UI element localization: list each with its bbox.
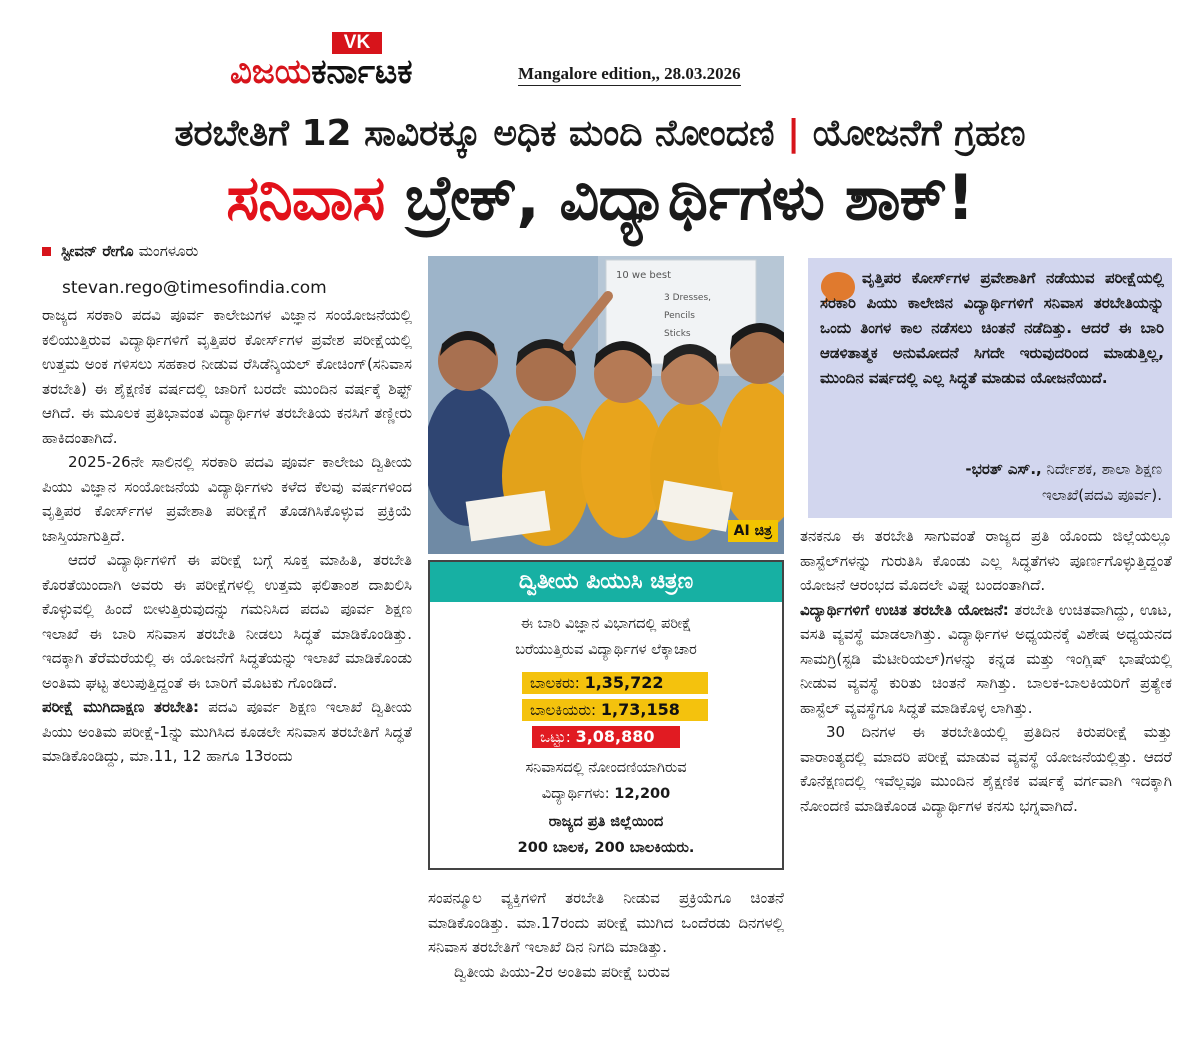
author-email: stevan.rego@timesofindia.com [62, 278, 327, 298]
byline-square-icon [42, 247, 51, 256]
quote-box [808, 258, 1172, 518]
col1-subhead: ಪರೀಕ್ಷೆ ಮುಗಿದಾಕ್ಷಣ ತರಬೇತಿ: [42, 698, 200, 716]
vk-logo-box: VK [332, 32, 382, 54]
newspaper-name [230, 54, 413, 90]
newspaper-name-black: ಕರ್ನಾಟಕ [311, 52, 413, 92]
col3-paragraph-2 [800, 598, 1172, 721]
boys-value: 1,35,722 [584, 673, 664, 692]
col1-paragraph-4-text: ಪದವಿ ಪೂರ್ವ ಶಿಕ್ಷಣ ಇಲಾಖೆ ದ್ವಿತೀಯ ಪಿಯು ಅಂತಿಮ ಪರೀಕ್ಷೆ-1ನ್ನು ಮುಗಿಸಿದ ಕೂಡಲೇ ಸನಿವಾಸ ತರಬೇತಿಗೆ ಸಿದ್ಧತೆ ಮಾಡಿಕೊಂಡಿದ್ದು, ಮಾ.11, 12 ಹಾಗೂ 13ರಂದು [42, 698, 412, 765]
registered-value: 12,200 [614, 786, 671, 802]
boys-label: ಬಾಲಕರು: [530, 674, 580, 692]
col1-paragraph-1: ರಾಜ್ಯದ ಸರಕಾರಿ ಪದವಿ ಪೂರ್ವ ಕಾಲೇಜುಗಳ ವಿಜ್ಞಾನ ಸಂಯೋಜನೆಯಲ್ಲಿ ಕಲಿಯುತ್ತಿರುವ ವಿದ್ಯಾರ್ಥಿಗಳಿಗೆ ವೃತ್ತಿಪರ ಕೋರ್ಸ್‌ಗಳ ಪ್ರವೇಶ ಪರೀಕ್ಷೆಯಲ್ಲಿ ಉತ್ತಮ ಅಂಕ ಗಳಿಸಲು ಸಹಕಾರ ನೀಡುವ ರೆಸಿಡೆನ್ಶಿಯಲ್ ಕೋಚಿಂಗ್‌(ಸನಿವಾಸ ತರಬೇತಿ) ಈ ಶೈಕ್ಷಣಿಕ ವರ್ಷದಲ್ಲಿ ಜಾರಿಗೆ ಬರದೇ ಮುಂದಿನ ವರ್ಷಕ್ಕೆ ಶಿಫ್ಟ್‌ ಆಗಿದೆ. ಈ ಮೂಲಕ ಪ್ರತಿಭಾವಂತ ವಿದ್ಯಾರ್ಥಿಗಳ ತರಬೇತಿಯ ಕನಸಿಗೆ ತಣ್ಣೀರು ಹಾಕಿದಂತಾಗಿದೆ. [42, 306, 412, 447]
article-column-2 [428, 886, 784, 984]
students-illustration [428, 256, 784, 554]
newspaper-name-red: ವಿಜಯ [230, 52, 312, 92]
quote-body: ವೃತ್ತಿಪರ ಕೋರ್ಸ್‌ಗಳ ಪ್ರವೇಶಾತಿಗೆ ನಡೆಯುವ ಪರೀಕ್ಷೆಯಲ್ಲಿ ಸರಕಾರಿ ಪಿಯು ಕಾಲೇಜಿನ ವಿದ್ಯಾರ್ಥಿಗಳಿಗೆ ಸನಿವಾಸ ತರಬೇತಿಯನ್ನು ಒಂದು ತಿಂಗಳ ಕಾಲ ನಡೆಸಲು ಚಿಂತನೆ ನಡೆದಿತ್ತು. ಆದರೆ ಈ ಬಾರಿ ಆಡಳಿತಾತ್ಮಕ ಅನುಮೋದನೆ ಸಿಗದೇ ಇರುವುದರಿಂದ ಮಾಡುತ್ತಿಲ್ಲ, ಮುಂದಿನ ವರ್ಷದಲ್ಲಿ ಎಲ್ಲ ಸಿದ್ಧತೆ ಮಾಡುವ ಯೋಜನೆಯಿದೆ. [820, 269, 1164, 387]
quote-author-title: ನಿರ್ದೇಶಕ, ಶಾಲಾ ಶಿಕ್ಷಣ [1041, 460, 1162, 478]
kicker-separator: | [787, 113, 801, 154]
total-count-pill [532, 726, 680, 748]
masthead-logo [230, 32, 480, 90]
main-headline [0, 160, 1200, 236]
kicker-left: ತರಬೇತಿಗೆ 12 ಸಾವಿರಕ್ಕೂ ಅಧಿಕ ಮಂದಿ ನೋಂದಣಿ [174, 113, 775, 154]
edition-date: Mangalore edition,, 28.03.2026 [518, 64, 741, 86]
ai-image-badge: AI ಚಿತ್ರ [728, 520, 778, 542]
statistics-infobox [428, 560, 784, 870]
col3-subhead: ವಿದ್ಯಾರ್ಥಿಗಳಿಗೆ ಉಚಿತ ತರಬೇತಿ ಯೋಜನೆ: [800, 600, 1009, 619]
col3-paragraph-2-text: ತರಬೇತಿ ಉಚಿತವಾಗಿದ್ದು, ಊಟ, ವಸತಿ ವ್ಯವಸ್ಥೆ ಮಾಡಲಾಗಿತ್ತು. ವಿದ್ಯಾರ್ಥಿಗಳ ಅಧ್ಯಯನಕ್ಕೆ ವಿಶೇಷ ಅಧ್ಯಯನದ ಸಾಮಗ್ರಿ(ಸ್ಟಡಿ ಮೆಟೀರಿಯಲ್‌)ಗಳನ್ನು ಕನ್ನಡ ಮತ್ತು ಇಂಗ್ಲಿಷ್ ಭಾಷೆಯಲ್ಲಿ ನೀಡುವ ವ್ಯವಸ್ಥೆ ಕುರಿತು ಚಿಂತನೆ ಸಾಗಿತ್ತು. ಬಾಲಕ-ಬಾಲಕಿಯರಿಗೆ ಪ್ರತ್ಯೇಕ ಹಾಸ್ಟೆಲ್‌ ವ್ಯವಸ್ಥೆಗೂ ಸಿದ್ಧತೆ ಮಾಡಿಕೊಳ್ಳ ಲಾಗಿತ್ತು. [800, 600, 1172, 717]
headline-red: ಸನಿವಾಸ [226, 161, 385, 234]
svg-text:3 Dresses,: 3 Dresses, [664, 293, 712, 303]
infobox-district-2: 200 ಬಾಲಕ, 200 ಬಾಲಕಿಯರು. [517, 840, 695, 856]
article-photo [428, 256, 784, 554]
quote-text [820, 266, 1164, 391]
board-writing: 10 we best [616, 270, 672, 281]
quote-signature [862, 456, 1162, 508]
col1-paragraph-2: 2025-26ನೇ ಸಾಲಿನಲ್ಲಿ ಸರಕಾರಿ ಪದವಿ ಪೂರ್ವ ಕಾಲೇಜು ದ್ವಿತೀಯ ಪಿಯು ವಿಜ್ಞಾನ ಸಂಯೋಜನೆಯ ವಿದ್ಯಾರ್ಥಿಗಳು ಕಳೆದ ಕೆಲವು ವರ್ಷಗಳಿಂದ ವೃತ್ತಿಪರ ಕೋರ್ಸ್‌ಗಳ ಪ್ರವೇಶಾತಿ ಪರೀಕ್ಷೆಗೆ ತೊಡಗಿಸಿಕೊಳ್ಳುವ ಪ್ರಕ್ರಿಯೆ ಜಾಸ್ತಿಯಾಗುತ್ತಿದೆ. [42, 453, 412, 545]
col1-paragraph-3: ಆದರೆ ವಿದ್ಯಾರ್ಥಿಗಳಿಗೆ ಈ ಪರೀಕ್ಷೆ ಬಗ್ಗೆ ಸೂಕ್ತ ಮಾಹಿತಿ, ತರಬೇತಿ ಕೊರತೆಯಿಂದಾಗಿ ಅವರು ಈ ಪರೀಕ್ಷೆಗಳಲ್ಲಿ ಉತ್ತಮ ಫಲಿತಾಂಶ ದಾಖಲಿಸಿ ಕೊಳ್ಳುವಲ್ಲಿ ಹಿಂದೆ ಬೀಳುತ್ತಿರುವುದನ್ನು ಗಮನಿಸಿದ ಪದವಿ ಪೂರ್ವ ಶಿಕ್ಷಣ ಇಲಾಖೆ ಈ ಬಾರಿ ಸನಿವಾಸ ತರಬೇತಿ ನೀಡಲು ಸಿದ್ಧತೆ ಮಾಡಿಕೊಂಡಿತ್ತು. ಇದಕ್ಕಾಗಿ ತೆರೆಮರೆಯಲ್ಲಿ ಈ ಯೋಜನೆಗೆ ಸಿದ್ಧತೆಯನ್ನು ಇಲಾಖೆ ಮಾಡಿಕೊಂಡು ಅಂತಿಮ ಘಟ್ಟ ತಲುಪುತ್ತಿದ್ದಂತೆ ಈ ಬಾರಿಗೆ ಮೊಟಕು ಗೊಂಡಿದೆ. [42, 551, 412, 692]
byline [42, 242, 198, 260]
svg-text:Sticks: Sticks [664, 329, 691, 339]
col2-paragraph-1: ಸಂಪನ್ಮೂಲ ವ್ಯಕ್ತಿಗಳಿಗೆ ತರಬೇತಿ ನೀಡುವ ಪ್ರಕ್ರಿಯೆಗೂ ಚಿಂತನೆ ಮಾಡಿಕೊಂಡಿತ್ತು. ಮಾ.17ರಂದು ಪರೀಕ್ಷೆ ಮುಗಿದ ಒಂದೆರಡು ದಿನಗಳಲ್ಲಿ ಸನಿವಾಸ ತರಬೇತಿಗೆ ಇಲಾಖೆ ದಿನ ನಿಗದಿ ಮಾಡಿತ್ತು. [428, 889, 784, 956]
article-column-1 [42, 303, 412, 769]
kicker-right: ಯೋಜನೆಗೆ ಗ್ರಹಣ [812, 113, 1026, 154]
girls-value: 1,73,158 [600, 700, 680, 719]
quote-author: -ಭರತ್ ಎಸ್., [965, 460, 1042, 478]
col2-paragraph-2: ದ್ವಿತೀಯ ಪಿಯು-2ರ ಅಂತಿಮ ಪರೀಕ್ಷೆ ಬರುವ [454, 962, 670, 981]
quote-author-dept: ಇಲಾಖೆ(ಪದವಿ ಪೂರ್ವ). [1041, 486, 1162, 504]
total-label: ಒಟ್ಟು: [540, 728, 571, 746]
infobox-district-1: ರಾಜ್ಯದ ಪ್ರತಿ ಜಿಲ್ಲೆಯಿಂದ [548, 814, 664, 830]
headline-black: ಬ್ರೇಕ್, ವಿದ್ಯಾರ್ಥಿಗಳು ಶಾಕ್! [404, 161, 974, 234]
total-value: 3,08,880 [575, 727, 655, 746]
registered-label: ವಿದ್ಯಾರ್ಥಿಗಳು: [541, 786, 610, 802]
kicker-headline [0, 112, 1200, 156]
girls-label: ಬಾಲಕಿಯರು: [530, 701, 597, 719]
infobox-registered-2 [430, 786, 782, 802]
boys-count-pill [522, 672, 708, 694]
infobox-registered-1: ಸನಿವಾಸದಲ್ಲಿ ನೋಂದಣಿಯಾಗಿರುವ [525, 760, 687, 776]
article-column-3 [800, 524, 1172, 818]
author-name: ಸ್ಟೀವನ್ ರೇಗೊ [61, 242, 134, 260]
col1-paragraph-4 [42, 695, 412, 769]
col3-paragraph-1: ತನಕನೂ ಈ ತರಬೇತಿ ಸಾಗುವಂತೆ ರಾಜ್ಯದ ಪ್ರತಿ ಯೊಂದು ಜಿಲ್ಲೆಯಲ್ಲೂ ಹಾಸ್ಟೆಲ್‌ಗಳನ್ನು ಗುರುತಿಸಿ ಕೊಂಡು ಎಲ್ಲ ಸಿದ್ಧತೆಗಳು ಪೂರ್ಣಗೊಳ್ಳುತ್ತಿದ್ದಂತೆ ಯೋಜನೆ ಆರಂಭದ ಮೊದಲೇ ವಿಘ್ನ ಬಂದಂತಾಗಿದೆ. [800, 527, 1172, 594]
infobox-title: ದ್ವಿತೀಯ ಪಿಯುಸಿ ಚಿತ್ರಣ [430, 562, 782, 602]
col3-paragraph-3: 30 ದಿನಗಳ ಈ ತರಬೇತಿಯಲ್ಲಿ ಪ್ರತಿದಿನ ಕಿರುಪರೀಕ್ಷೆ ಮತ್ತು ವಾರಾಂತ್ಯದಲ್ಲಿ ಮಾದರಿ ಪರೀಕ್ಷೆ ಮಾಡುವ ವ್ಯವಸ್ಥೆ ಯೋಜನೆಯಲ್ಲಿತ್ತು. ಆದರೆ ಕೊನೆಕ್ಷಣದಲ್ಲಿ ಇವೆಲ್ಲವೂ ಮುಂದಿನ ಶೈಕ್ಷಣಿಕ ವರ್ಷಕ್ಕೆ ವರ್ಗವಾಗಿ ಇದಕ್ಕಾಗಿ ನೋಂದಣಿ ಮಾಡಿಕೊಂಡ ವಿದ್ಯಾರ್ಥಿಗಳ ಕನಸು ಭಗ್ನವಾಗಿದೆ. [800, 723, 1172, 815]
infobox-intro-2: ಬರೆಯುತ್ತಿರುವ ವಿದ್ಯಾರ್ಥಿಗಳ ಲೆಕ್ಕಾಚಾರ [515, 642, 697, 658]
girls-count-pill [522, 699, 708, 721]
byline-place: ಮಂಗಳೂರು [138, 242, 199, 260]
infobox-intro-1: ಈ ಬಾರಿ ವಿಜ್ಞಾನ ವಿಭಾಗದಲ್ಲಿ ಪರೀಕ್ಷೆ [520, 616, 692, 632]
svg-text:Pencils: Pencils [664, 311, 695, 321]
